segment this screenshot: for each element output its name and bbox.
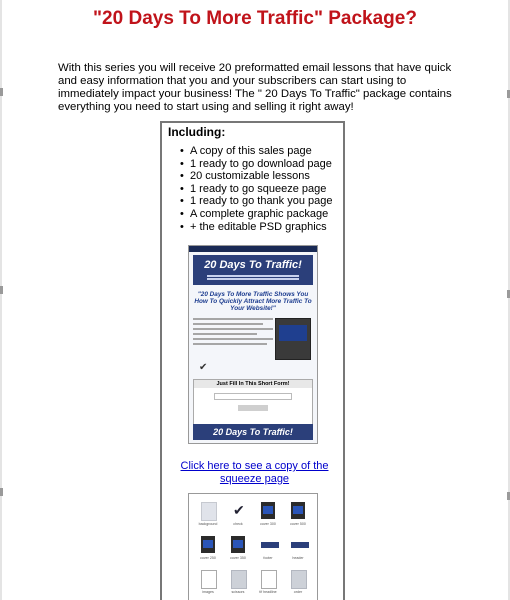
ebook-cover-icon: [201, 536, 215, 553]
background-graphic-icon: [201, 502, 217, 521]
order-graphic-icon: [291, 570, 307, 589]
thumbnail-banner: [193, 255, 313, 285]
left-edge-mark: [0, 488, 3, 496]
left-edge-mark: [0, 88, 3, 96]
left-edge-mark: [0, 286, 3, 294]
package-contents-box: [160, 121, 345, 600]
feature-item: • 1 ready to go thank you page: [190, 195, 343, 208]
images-graphic-icon: [201, 570, 217, 589]
graphic-caption: cover 250: [200, 556, 216, 560]
ebook-cover-icon: [261, 502, 275, 519]
graphic-tile: [195, 534, 221, 564]
page-title: "20 Days To More Traffic" Package?: [93, 8, 417, 29]
scissors-graphic-icon: [231, 570, 247, 589]
checkmark-icon: ✔: [199, 362, 208, 373]
graphic-tile: [285, 500, 311, 530]
graphic-tile: [255, 500, 281, 530]
ebook-cover-icon: [231, 536, 245, 553]
headline-graphic-icon: [261, 570, 277, 589]
thumbnail-product-box: [275, 318, 311, 360]
thumbnail-optin-form: [193, 379, 313, 429]
header-graphic-icon: [291, 542, 309, 548]
graphics-grid: [189, 494, 317, 598]
graphic-caption: images: [202, 590, 214, 594]
graphics-package-thumbnail[interactable]: [188, 493, 318, 600]
feature-item: • 20 customizable lessons: [190, 170, 343, 183]
graphic-tile: [195, 500, 221, 530]
thumbnail-banner-subtext: [193, 274, 313, 280]
footer-graphic-icon: [261, 542, 279, 548]
graphic-caption: order: [293, 590, 303, 594]
graphic-tile: [195, 568, 221, 598]
graphic-caption: tif headline: [259, 590, 277, 594]
ebook-cover-icon: [291, 502, 305, 519]
graphic-caption: footer: [263, 556, 273, 560]
graphic-tile: [225, 534, 251, 564]
intro-paragraph: With this series you will receive 20 preformatted email lessons that have quick and easy information that you and your subscribers can start using to immediately impact your business! The " 20 Days To Traffic" package contains everything you need to start using and selling it right away!: [58, 62, 452, 113]
thumbnail-footer: [193, 424, 313, 440]
thumbnail-footer-title: 20 Days To Traffic!: [213, 427, 293, 437]
squeeze-page-thumbnail[interactable]: [188, 245, 318, 444]
thumbnail-form-field: [214, 393, 292, 400]
graphic-tile: [285, 568, 311, 598]
graphic-caption: header: [292, 556, 304, 560]
thumbnail-form-button: [238, 405, 268, 411]
feature-item: • 1 ready to go download page: [190, 158, 343, 171]
feature-item: • A copy of this sales page: [190, 145, 343, 158]
feature-list: [162, 145, 343, 233]
thumbnail-banner-title: 20 Days To Traffic!: [204, 259, 302, 271]
check-graphic-icon: ✔: [233, 502, 245, 518]
squeeze-page-link[interactable]: Click here to see a copy of the squeeze page: [180, 460, 329, 485]
graphic-tile: [225, 500, 251, 530]
graphic-caption: background: [198, 522, 218, 526]
graphic-caption: cover 300: [260, 522, 276, 526]
graphic-caption: scissors: [231, 590, 245, 594]
thumbnail-body: [193, 318, 313, 360]
graphic-caption: cover 350: [230, 556, 246, 560]
graphic-tile: [225, 568, 251, 598]
thumbnail-headline: "20 Days To More Traffic Shows You How To Quickly Attract More Traffic To Your Website!": [194, 291, 312, 312]
graphic-tile: [255, 534, 281, 564]
thumbnail-form-heading: Just Fill In This Short Form!: [194, 380, 312, 388]
graphic-caption: cover 500: [290, 522, 306, 526]
graphic-tile: [285, 534, 311, 564]
feature-item: • A complete graphic package: [190, 208, 343, 221]
graphic-caption: check: [233, 522, 243, 526]
feature-item: • 1 ready to go squeeze page: [190, 183, 343, 196]
thumbnail-topbar: [189, 246, 317, 252]
box-heading: Including:: [168, 125, 226, 139]
feature-item: • + the editable PSD graphics: [190, 221, 343, 234]
graphic-tile: [255, 568, 281, 598]
